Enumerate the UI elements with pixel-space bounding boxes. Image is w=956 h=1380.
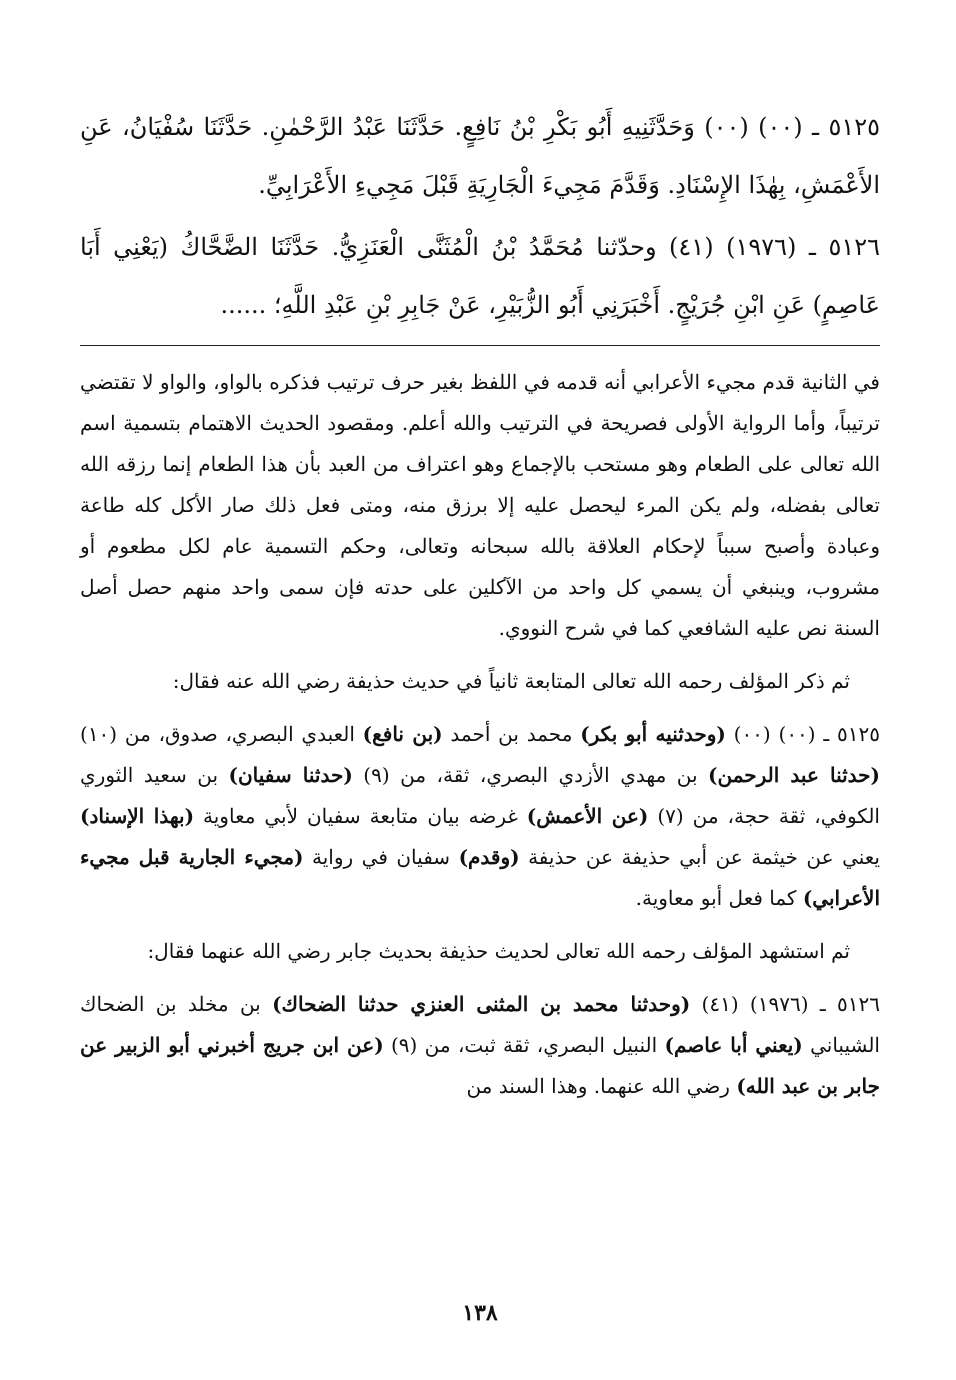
commentary-paragraph-2: ثم ذكر المؤلف رحمه الله تعالى المتابعة ثانياً في حديث حذيفة رضي الله عنه فقال: — [172, 669, 850, 693]
text-segment: كما فعل أبو معاوية. — [635, 886, 803, 910]
bold-segment: (عن ابن جريج أخبرني أبو الزبير عن جابر بن عبد الله) — [80, 1033, 880, 1098]
commentary-paragraph-3 — [80, 714, 880, 919]
bold-segment: (وقدم) — [458, 845, 520, 869]
text-segment: بن سعيد الثوري الكوفي، ثقة حجة، من (٧) — [80, 763, 880, 828]
commentary-paragraph-4: ثم استشهد المؤلف رحمه الله تعالى لحديث حذيفة بحديث جابر رضي الله عنهما فقال: — [147, 939, 850, 963]
bold-segment: (وحدثنيه أبو بكر) — [580, 722, 726, 746]
bold-segment: (حدثنا عبد الرحمن) — [708, 763, 880, 787]
text-segment: ٥١٢٦ ـ (١٩٧٦) (٤١) — [690, 992, 880, 1016]
hadith-text-5126: ٥١٢٦ ـ (١٩٧٦) (٤١) وحدّثنا مُحَمَّدُ بْنُ الْمُثَنَّى الْعَنَزِيُّ. حَدَّثَنَا الضَّحَّاكُ (يَعْنِي أَبَا عَاصِمٍ) عَنِ ابْنِ جُرَيْجٍ. أَخْبَرَنِي أَبُو الزُّبَيْرِ، عَنْ جَابِرِ بْنِ عَبْدِ اللَّهِ؛ ...... — [80, 233, 880, 319]
text-segment: محمد بن أحمد — [442, 722, 581, 746]
hadith-text-5125: ٥١٢٥ ـ (٠٠) (٠٠) وَحَدَّثَنِيهِ أَبُو بَكْرِ بْنُ نَافِعٍ. حَدَّثَنَا عَبْدُ الرَّحْمٰنِ. حَدَّثَنَا سُفْيَانُ، عَنِ الأَعْمَشِ، بِهٰذَا الإِسْنَادِ. وَقَدَّمَ مَجِيءَ الْجَارِيَةِ قَبْلَ مَجِيءِ الأَعْرَابِيِّ. — [80, 113, 881, 199]
text-segment: النبيل البصري، ثقة ثبت، من (٩) — [383, 1033, 665, 1057]
bold-segment: (مجيء الجارية قبل مجيء الأعرابي) — [80, 845, 880, 910]
bold-segment: (حدثنا سفيان) — [228, 763, 353, 787]
footnote-separator — [80, 345, 880, 346]
bold-segment: (وحدثنا محمد بن المثنى العنزي حدثنا الضحاك) — [272, 992, 691, 1016]
commentary-paragraph-5 — [80, 984, 880, 1107]
text-segment: بن مخلد بن الضحاك الشيباني — [80, 992, 880, 1057]
text-segment: بن مهدي الأزدي البصري، ثقة، من (٩) — [352, 763, 709, 787]
text-segment: ٥١٢٥ ـ (٠٠) (٠٠) — [725, 722, 880, 746]
commentary — [80, 362, 880, 1107]
text-segment: رضي الله عنهما. وهذا السند من — [466, 1074, 737, 1098]
bold-segment: (يعني أبا عاصم) — [664, 1033, 803, 1057]
text-segment: العبدي البصري، صدوق، من (١٠) — [80, 722, 363, 746]
text-segment: سفيان في رواية — [303, 845, 459, 869]
bold-segment: (بن نافع) — [362, 722, 443, 746]
text-segment: غرضه بيان متابعة سفيان لأبي معاوية — [194, 804, 527, 828]
bold-segment: (بهذا الإسناد) — [80, 804, 195, 828]
text-segment: يعني عن خيثمة عن أبي حذيفة عن حذيفة — [519, 845, 880, 869]
commentary-paragraph-1: في الثانية قدم مجيء الأعرابي أنه قدمه في اللفظ بغير حرف ترتيب فذكره بالواو، والواو لا تقتضي ترتيباً، وأما الرواية الأولى فصريحة في الترتيب والله أعلم. ومقصود الحديث الاهتمام بتسمية اسم الله تعالى على الطعام وهو مستحب بالإجماع وهو اعتراف من العبد بأن هذا الطعام إنما رزقه الله تعالى بفضله، ولم يكن المرء ليحصل عليه إلا برزق منه، ومتى فعل ذلك صار الأكل كله طاعة وعبادة وأصبح سبباً لإحكام العلاقة بالله سبحانه وتعالى، وحكم التسمية عام لكل مطعوم أو مشروب، وينبغي أن يسمي كل واحد من الآكلين على حدته فإن سمى واحد منهم حصل أصل السنة نص عليه الشافعي كما في شرح النووي. — [80, 370, 881, 640]
bold-segment: (عن الأعمش) — [526, 804, 649, 828]
page-number: ١٣٨ — [462, 1300, 498, 1326]
